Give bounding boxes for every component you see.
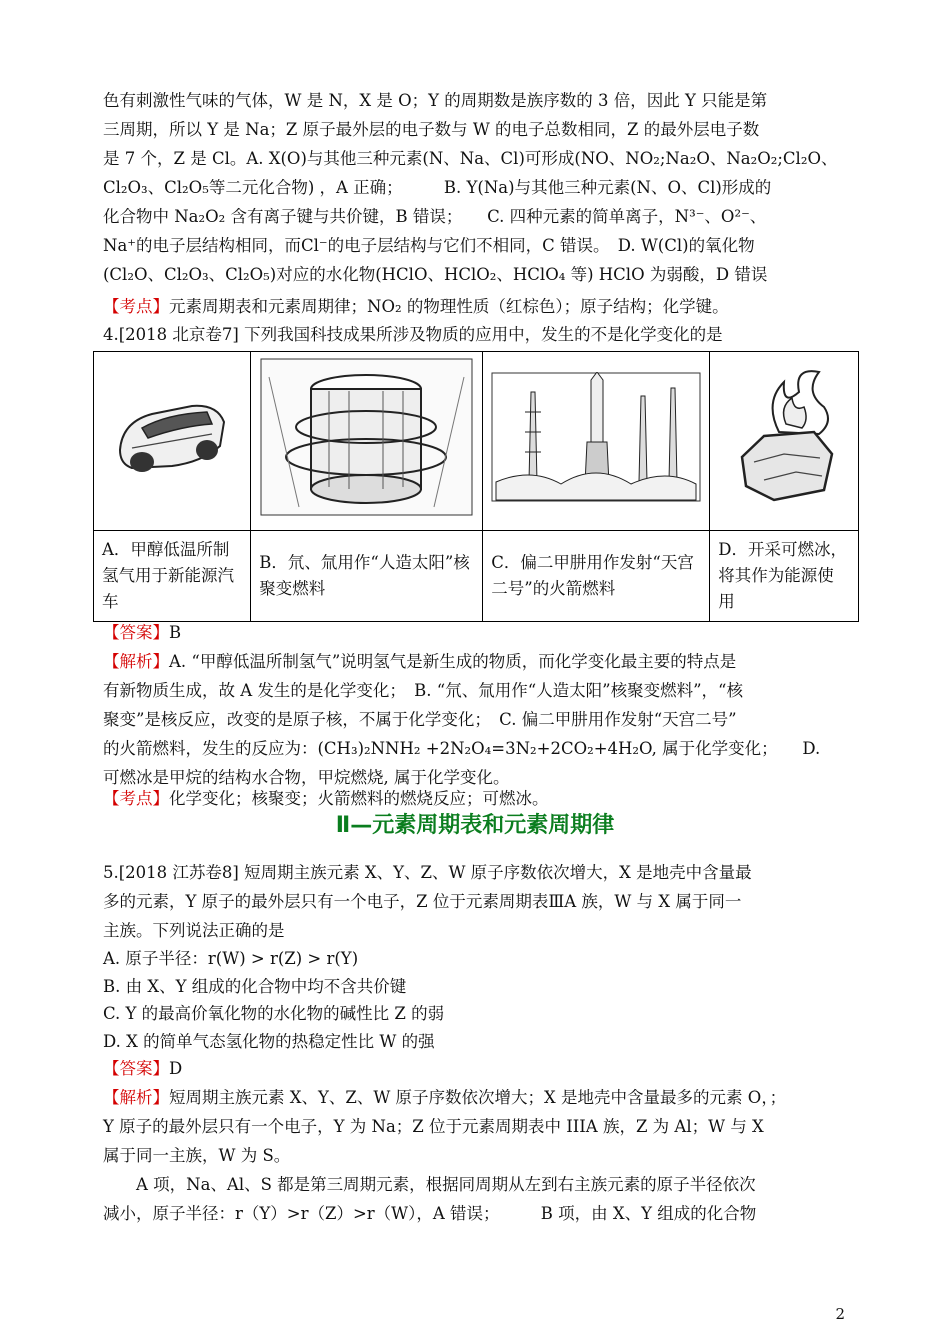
kaodian-tag: 【考点】 <box>103 789 169 808</box>
section-title: Ⅱ—元素周期表和元素周期律 <box>335 813 615 838</box>
question-4-stem: 4.[2018 北京卷7] 下列我国科技成果所涉及物质的应用中，发生的不是化学变化的是 <box>103 325 723 344</box>
jiexi-line <box>103 1087 863 1109</box>
text-line: 色有刺激性气味的气体，W 是 N，X 是 O；Y 的周期数是族序数的 3 倍，因此 Y 只能是第 <box>103 91 768 110</box>
option-d: D．开采可燃冰，将其作为能源使用 <box>710 531 859 622</box>
jiexi-line: A 项，Na、Al、S 都是第三周期元素，根据同周期从左到右主族元素的原子半径依次 <box>103 1175 756 1194</box>
reactor-illustration <box>259 357 474 517</box>
q5-option: B. 由 X、Y 组成的化合物中均不含共价键 <box>103 977 407 996</box>
text-line: Na⁺的电子层结构相同，而Cl⁻的电子层结构与它们不相同，C 错误。 D. W(Cl)的氧化物 <box>103 236 755 255</box>
q5-option: D. X 的简单气态氢化物的热稳定性比 W 的强 <box>103 1032 435 1051</box>
rocket-launch-illustration <box>491 372 701 502</box>
q5-line: 5.[2018 江苏卷8] 短周期主族元素 X、Y、Z、W 原子序数依次增大，X 是地壳中含量最 <box>103 863 752 882</box>
jiexi-line: 可燃冰是甲烷的结构水合物，甲烷燃烧, 属于化学变化。 <box>103 768 510 787</box>
kaodian-line <box>103 788 863 810</box>
kaodian-tag: 【考点】 <box>103 297 169 316</box>
jiexi-line <box>103 651 863 673</box>
jiexi-tag: 【解析】 <box>103 652 169 671</box>
text-line: 化合物中 Na₂O₂ 含有离子键与共价键，B 错误； C. 四种元素的简单离子，N³⁻、O²⁻、 <box>103 207 767 226</box>
answer-tag: 【答案】 <box>103 623 169 642</box>
option-a: A．甲醇低温所制氢气用于新能源汽车 <box>94 531 251 622</box>
jiexi-line: Y 原子的最外层只有一个电子，Y 为 Na；Z 位于元素周期表中 IIIA 族，Z 为 Al；W 与 X <box>103 1117 764 1136</box>
image-cell-rocket <box>483 352 710 531</box>
image-cell-car <box>94 352 251 531</box>
text-line: 三周期，所以 Y 是 Na；Z 原子最外层的电子数与 W 的电子总数相同，Z 的最外层电子数 <box>103 120 760 139</box>
option-c: C．偏二甲肼用作发射“天宫二号”的火箭燃料 <box>483 531 710 622</box>
jiexi-text: 短周期主族元素 X、Y、Z、W 原子序数依次增大；X 是地壳中含量最多的元素 O，； <box>169 1088 787 1107</box>
jiexi-text: A. “甲醇低温所制氢气”说明氢气是新生成的物质，而化学变化最主要的特点是 <box>169 652 737 671</box>
q5-option: C. Y 的最高价氧化物的水化物的碱性比 Z 的弱 <box>103 1004 445 1023</box>
jiexi-tag: 【解析】 <box>103 1088 169 1107</box>
text-line: (Cl₂O、Cl₂O₃、Cl₂O₅)对应的水化物(HClO、HClO₂、HClO₄ 等) HClO 为弱酸，D 错误 <box>103 265 768 284</box>
answer-value: B <box>169 623 182 642</box>
kaodian-text: 元素周期表和元素周期律；NO₂ 的物理性质（红棕色）；原子结构；化学键。 <box>169 297 729 316</box>
option-b: B．氘、氚用作“人造太阳”核聚变燃料 <box>251 531 483 622</box>
kaodian-text: 化学变化；核聚变；火箭燃料的燃烧反应；可燃冰。 <box>169 789 549 808</box>
text-line: 是 7 个，Z 是 Cl。A. X(O)与其他三种元素(N、Na、Cl)可形成(NO、NO₂;Na₂O、Na₂O₂;Cl₂O、 <box>103 149 838 168</box>
answer-value: D <box>169 1059 183 1078</box>
q5-line: 多的元素，Y 原子的最外层只有一个电子，Z 位于元素周期表ⅢA 族，W 与 X 属于同一 <box>103 892 742 911</box>
image-cell-ice <box>710 352 859 531</box>
text-line: Cl₂O₃、Cl₂O₅等二元化合物) ，A 正确； B. Y(Na)与其他三种元素(N、O、Cl)形成的 <box>103 178 772 197</box>
image-cell-reactor <box>251 352 483 531</box>
options-table <box>93 351 859 622</box>
jiexi-line: 减小，原子半径：r（Y）>r（Z）>r（W），A 错误； B 项，由 X、Y 组成的化合物 <box>103 1204 757 1223</box>
q5-line: 主族。下列说法正确的是 <box>103 921 285 940</box>
jiexi-line: 的火箭燃料，发生的反应为：(CH₃)₂NNH₂ +2N₂O₄=3N₂+2CO₂+4H₂O, 属于化学变化； D. <box>103 739 821 758</box>
answer-tag: 【答案】 <box>103 1059 169 1078</box>
car-illustration <box>112 392 232 482</box>
jiexi-line: 聚变”是核反应，改变的是原子核，不属于化学变化； C. 偏二甲肼用作发射“天宫二号” <box>103 710 737 729</box>
kaodian-line <box>103 296 863 318</box>
jiexi-line: 属于同一主族，W 为 S。 <box>103 1146 291 1165</box>
combustible-ice-illustration <box>724 362 844 512</box>
answer-5-line <box>103 1058 863 1080</box>
answer-4-line <box>103 622 863 644</box>
page-number: 2 <box>835 1305 845 1323</box>
jiexi-line: 有新物质生成，故 A 发生的是化学变化； B. “氘、氚用作“人造太阳”核聚变燃料”，“核 <box>103 681 743 700</box>
q5-option: A. 原子半径：r(W) > r(Z) > r(Y) <box>103 949 359 968</box>
